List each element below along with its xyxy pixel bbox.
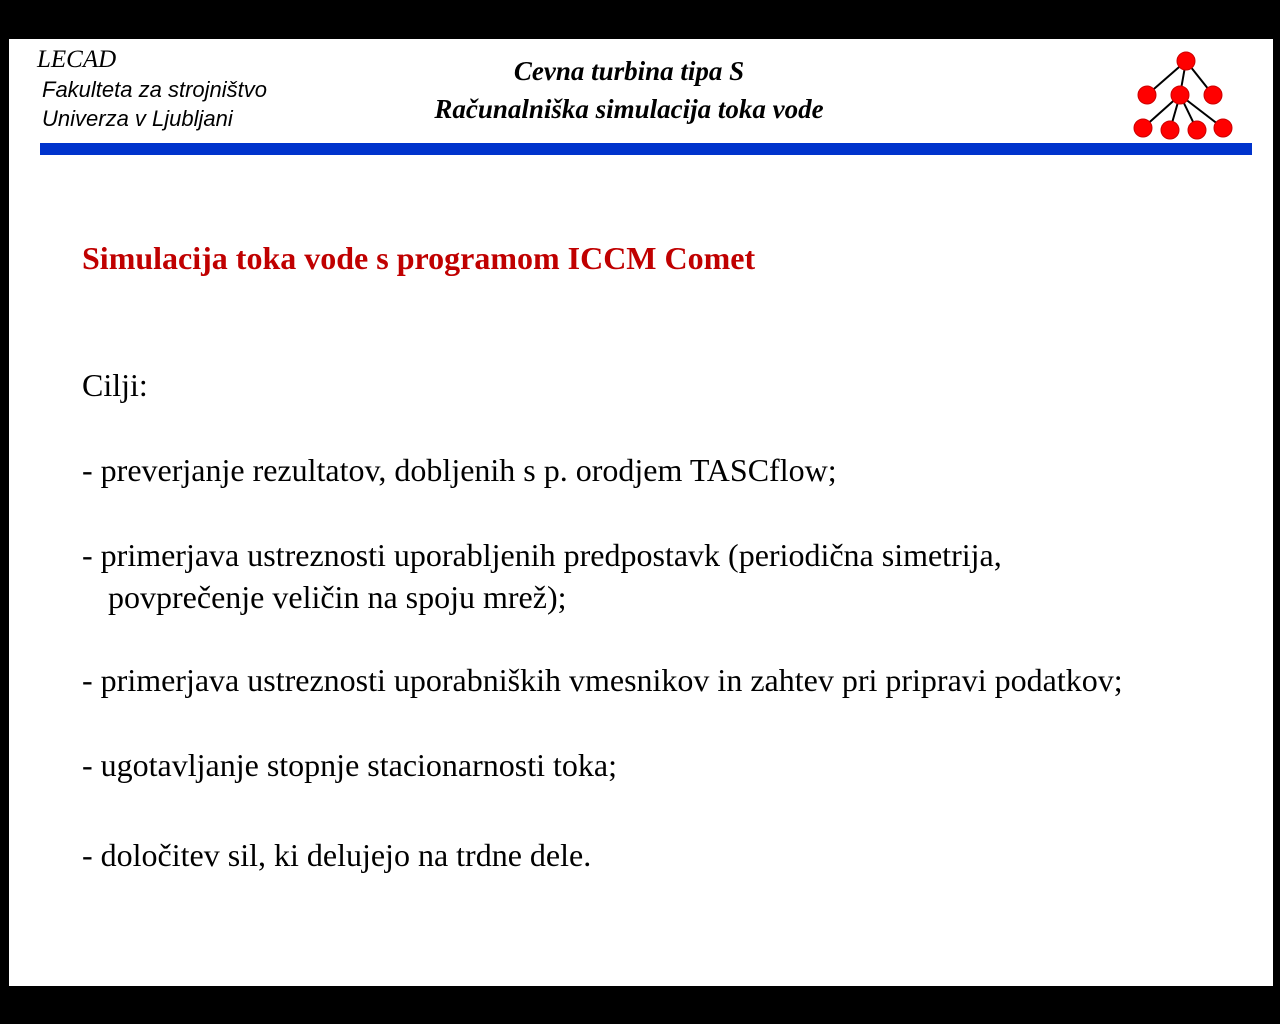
header-divider xyxy=(40,143,1252,155)
bullet-item: - primerjava ustreznosti uporabljenih predpostavk (periodična simetrija, xyxy=(82,537,1002,573)
faculty-name: Fakulteta za strojništvo xyxy=(42,77,267,102)
university-name: Univerza v Ljubljani xyxy=(42,106,233,131)
slide-title: Cevna turbina tipa S xyxy=(513,56,745,86)
slide xyxy=(9,39,1273,986)
lab-name: LECAD xyxy=(37,46,117,73)
bullet-item: - primerjava ustreznosti uporabniških vmesnikov in zahtev pri pripravi podatkov; xyxy=(82,662,1123,698)
bullet-item-continuation: povprečenje veličin na spoju mrež); xyxy=(108,579,567,615)
bullet-item: - preverjanje rezultatov, dobljenih s p. orodjem TASCflow; xyxy=(82,452,837,488)
goals-label: Cilji: xyxy=(82,367,148,403)
bullet-item: - določitev sil, ki delujejo na trdne dele. xyxy=(82,837,592,873)
tree-network-icon xyxy=(1129,49,1239,141)
bullet-item: - ugotavljanje stopnje stacionarnosti toka; xyxy=(82,747,617,783)
slide-subtitle: Računalniška simulacija toka vode xyxy=(434,94,824,124)
section-heading: Simulacija toka vode s programom ICCM Comet xyxy=(82,240,756,276)
